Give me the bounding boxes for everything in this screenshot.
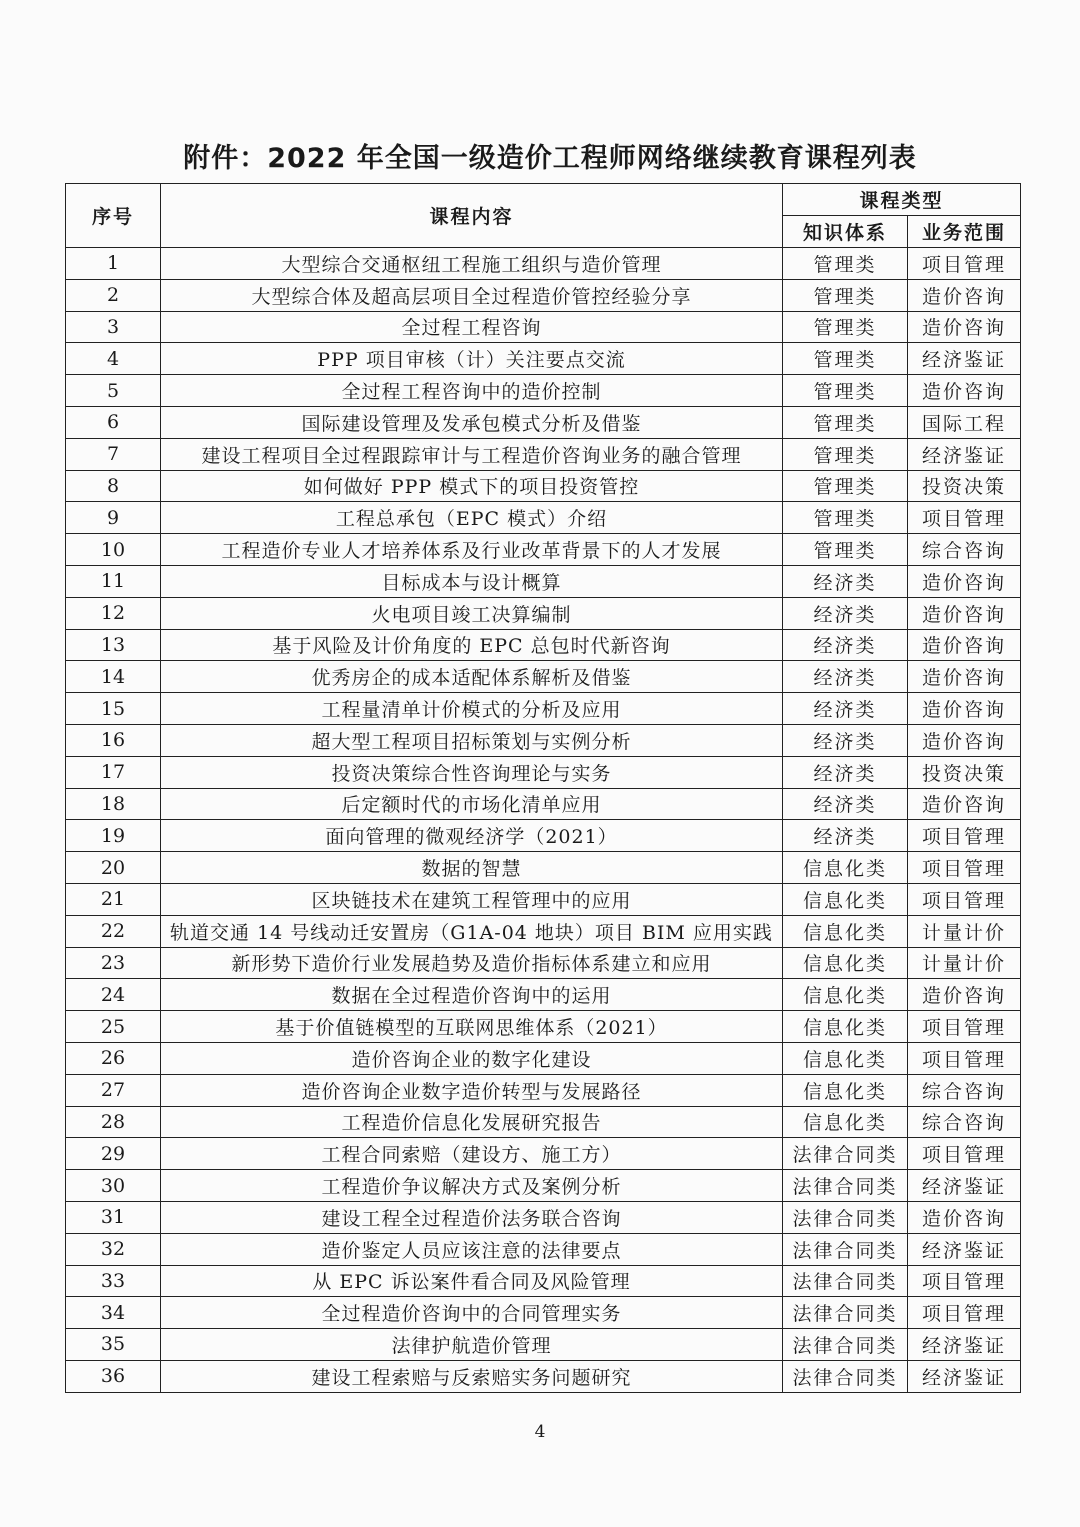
table-row — [66, 1329, 1021, 1361]
cell-scope: 项目管理 — [908, 1265, 1021, 1297]
header-course-type: 课程类型 — [783, 184, 1021, 216]
cell-scope: 造价咨询 — [908, 661, 1021, 693]
cell-system: 管理类 — [783, 248, 908, 280]
cell-content: 工程造价专业人才培养体系及行业改革背景下的人才发展 — [161, 534, 783, 566]
cell-number: 10 — [66, 534, 161, 566]
cell-number: 27 — [66, 1074, 161, 1106]
cell-system: 信息化类 — [783, 1042, 908, 1074]
cell-content: 优秀房企的成本适配体系解析及借鉴 — [161, 661, 783, 693]
cell-scope: 国际工程 — [908, 406, 1021, 438]
table-row — [66, 1074, 1021, 1106]
cell-system: 信息化类 — [783, 852, 908, 884]
cell-system: 管理类 — [783, 279, 908, 311]
table-row — [66, 629, 1021, 661]
cell-number: 24 — [66, 979, 161, 1011]
cell-scope: 项目管理 — [908, 820, 1021, 852]
course-rows — [66, 248, 1021, 1393]
cell-scope: 综合咨询 — [908, 534, 1021, 566]
cell-content: 建设工程全过程造价法务联合咨询 — [161, 1201, 783, 1233]
cell-content: 基于风险及计价角度的 EPC 总包时代新咨询 — [161, 629, 783, 661]
cell-system: 法律合同类 — [783, 1233, 908, 1265]
table-row — [66, 248, 1021, 280]
cell-system: 管理类 — [783, 438, 908, 470]
table-row — [66, 311, 1021, 343]
cell-content: 基于价值链模型的互联网思维体系（2021） — [161, 1011, 783, 1043]
header-number: 序号 — [66, 184, 161, 248]
cell-content: 法律护航造价管理 — [161, 1329, 783, 1361]
cell-content: 区块链技术在建筑工程管理中的应用 — [161, 883, 783, 915]
cell-content: 大型综合体及超高层项目全过程造价管控经验分享 — [161, 279, 783, 311]
cell-number: 11 — [66, 565, 161, 597]
cell-scope: 造价咨询 — [908, 565, 1021, 597]
cell-number: 34 — [66, 1297, 161, 1329]
cell-content: 工程总承包（EPC 模式）介绍 — [161, 502, 783, 534]
header-business-scope: 业务范围 — [908, 216, 1021, 248]
cell-content: 面向管理的微观经济学（2021） — [161, 820, 783, 852]
cell-system: 管理类 — [783, 470, 908, 502]
table-row — [66, 375, 1021, 407]
cell-system: 管理类 — [783, 343, 908, 375]
cell-number: 26 — [66, 1042, 161, 1074]
cell-content: 造价咨询企业的数字化建设 — [161, 1042, 783, 1074]
cell-content: 超大型工程项目招标策划与实例分析 — [161, 724, 783, 756]
cell-number: 30 — [66, 1170, 161, 1202]
cell-content: 全过程造价咨询中的合同管理实务 — [161, 1297, 783, 1329]
table-row — [66, 1170, 1021, 1202]
table-row — [66, 1138, 1021, 1170]
cell-content: 全过程工程咨询 — [161, 311, 783, 343]
cell-scope: 造价咨询 — [908, 979, 1021, 1011]
cell-system: 信息化类 — [783, 1106, 908, 1138]
cell-number: 8 — [66, 470, 161, 502]
table-row — [66, 279, 1021, 311]
cell-scope: 项目管理 — [908, 502, 1021, 534]
table-row — [66, 724, 1021, 756]
table-row — [66, 1011, 1021, 1043]
cell-system: 经济类 — [783, 565, 908, 597]
cell-number: 16 — [66, 724, 161, 756]
cell-content: 国际建设管理及发承包模式分析及借鉴 — [161, 406, 783, 438]
cell-content: 目标成本与设计概算 — [161, 565, 783, 597]
table-row — [66, 1201, 1021, 1233]
cell-scope: 经济鉴证 — [908, 1170, 1021, 1202]
cell-scope: 项目管理 — [908, 1042, 1021, 1074]
cell-number: 7 — [66, 438, 161, 470]
cell-system: 管理类 — [783, 534, 908, 566]
cell-number: 5 — [66, 375, 161, 407]
cell-content: 投资决策综合性咨询理论与实务 — [161, 756, 783, 788]
cell-system: 管理类 — [783, 311, 908, 343]
header-content: 课程内容 — [161, 184, 783, 248]
cell-scope: 造价咨询 — [908, 1201, 1021, 1233]
cell-scope: 造价咨询 — [908, 693, 1021, 725]
table-row — [66, 565, 1021, 597]
cell-scope: 造价咨询 — [908, 629, 1021, 661]
cell-scope: 项目管理 — [908, 1297, 1021, 1329]
table-row — [66, 883, 1021, 915]
table-row — [66, 406, 1021, 438]
cell-system: 经济类 — [783, 724, 908, 756]
cell-number: 17 — [66, 756, 161, 788]
cell-scope: 投资决策 — [908, 470, 1021, 502]
cell-content: 造价鉴定人员应该注意的法律要点 — [161, 1233, 783, 1265]
table-row — [66, 438, 1021, 470]
cell-system: 信息化类 — [783, 915, 908, 947]
cell-number: 1 — [66, 248, 161, 280]
table-row — [66, 343, 1021, 375]
cell-scope: 造价咨询 — [908, 597, 1021, 629]
cell-scope: 计量计价 — [908, 915, 1021, 947]
cell-system: 法律合同类 — [783, 1265, 908, 1297]
cell-system: 信息化类 — [783, 979, 908, 1011]
cell-number: 20 — [66, 852, 161, 884]
cell-system: 经济类 — [783, 597, 908, 629]
cell-scope: 计量计价 — [908, 947, 1021, 979]
table-row — [66, 756, 1021, 788]
course-table — [65, 183, 1021, 1393]
cell-content: 如何做好 PPP 模式下的项目投资管控 — [161, 470, 783, 502]
cell-content: 数据的智慧 — [161, 852, 783, 884]
cell-content: 建设工程项目全过程跟踪审计与工程造价咨询业务的融合管理 — [161, 438, 783, 470]
table-row — [66, 534, 1021, 566]
cell-content: 后定额时代的市场化清单应用 — [161, 788, 783, 820]
table-row — [66, 470, 1021, 502]
cell-scope: 经济鉴证 — [908, 343, 1021, 375]
cell-scope: 经济鉴证 — [908, 1360, 1021, 1392]
cell-system: 管理类 — [783, 406, 908, 438]
cell-number: 33 — [66, 1265, 161, 1297]
cell-content: 工程合同索赔（建设方、施工方） — [161, 1138, 783, 1170]
table-row — [66, 820, 1021, 852]
cell-system: 管理类 — [783, 502, 908, 534]
page-number: 4 — [534, 1422, 546, 1442]
cell-content: 新形势下造价行业发展趋势及造价指标体系建立和应用 — [161, 947, 783, 979]
cell-content: 全过程工程咨询中的造价控制 — [161, 375, 783, 407]
cell-scope: 造价咨询 — [908, 788, 1021, 820]
cell-scope: 造价咨询 — [908, 279, 1021, 311]
table-row — [66, 979, 1021, 1011]
cell-content: 工程造价争议解决方式及案例分析 — [161, 1170, 783, 1202]
table-row — [66, 915, 1021, 947]
cell-number: 35 — [66, 1329, 161, 1361]
cell-number: 28 — [66, 1106, 161, 1138]
cell-number: 29 — [66, 1138, 161, 1170]
cell-system: 经济类 — [783, 629, 908, 661]
table-row — [66, 1265, 1021, 1297]
table-row — [66, 947, 1021, 979]
header-knowledge-system: 知识体系 — [783, 216, 908, 248]
cell-number: 18 — [66, 788, 161, 820]
cell-number: 32 — [66, 1233, 161, 1265]
cell-number: 14 — [66, 661, 161, 693]
cell-system: 法律合同类 — [783, 1297, 908, 1329]
cell-system: 法律合同类 — [783, 1201, 908, 1233]
cell-scope: 经济鉴证 — [908, 438, 1021, 470]
table-row — [66, 1233, 1021, 1265]
cell-system: 经济类 — [783, 756, 908, 788]
cell-content: 工程量清单计价模式的分析及应用 — [161, 693, 783, 725]
cell-system: 经济类 — [783, 788, 908, 820]
cell-number: 15 — [66, 693, 161, 725]
cell-system: 信息化类 — [783, 1011, 908, 1043]
cell-system: 法律合同类 — [783, 1360, 908, 1392]
cell-content: 建设工程索赔与反索赔实务问题研究 — [161, 1360, 783, 1392]
table-row — [66, 661, 1021, 693]
page-title: 附件：2022 年全国一级造价工程师网络继续教育课程列表 — [183, 143, 917, 174]
table-row — [66, 1360, 1021, 1392]
table-row — [66, 597, 1021, 629]
cell-content: 从 EPC 诉讼案件看合同及风险管理 — [161, 1265, 783, 1297]
cell-scope: 综合咨询 — [908, 1074, 1021, 1106]
cell-number: 4 — [66, 343, 161, 375]
cell-system: 经济类 — [783, 661, 908, 693]
cell-number: 2 — [66, 279, 161, 311]
cell-scope: 综合咨询 — [908, 1106, 1021, 1138]
cell-number: 13 — [66, 629, 161, 661]
cell-scope: 项目管理 — [908, 248, 1021, 280]
cell-number: 9 — [66, 502, 161, 534]
cell-number: 19 — [66, 820, 161, 852]
cell-system: 信息化类 — [783, 883, 908, 915]
cell-scope: 项目管理 — [908, 1138, 1021, 1170]
cell-number: 6 — [66, 406, 161, 438]
cell-content: 轨道交通 14 号线动迁安置房（G1A-04 地块）项目 BIM 应用实践 — [161, 915, 783, 947]
cell-scope: 造价咨询 — [908, 724, 1021, 756]
cell-number: 22 — [66, 915, 161, 947]
cell-number: 36 — [66, 1360, 161, 1392]
cell-number: 25 — [66, 1011, 161, 1043]
table-row — [66, 1106, 1021, 1138]
cell-system: 管理类 — [783, 375, 908, 407]
cell-scope: 造价咨询 — [908, 375, 1021, 407]
cell-content: 工程造价信息化发展研究报告 — [161, 1106, 783, 1138]
cell-content: 数据在全过程造价咨询中的运用 — [161, 979, 783, 1011]
cell-system: 法律合同类 — [783, 1170, 908, 1202]
cell-scope: 造价咨询 — [908, 311, 1021, 343]
cell-number: 3 — [66, 311, 161, 343]
cell-scope: 项目管理 — [908, 1011, 1021, 1043]
cell-scope: 项目管理 — [908, 852, 1021, 884]
cell-system: 经济类 — [783, 693, 908, 725]
cell-scope: 经济鉴证 — [908, 1233, 1021, 1265]
cell-number: 23 — [66, 947, 161, 979]
cell-content: 造价咨询企业数字造价转型与发展路径 — [161, 1074, 783, 1106]
cell-scope: 经济鉴证 — [908, 1329, 1021, 1361]
cell-system: 经济类 — [783, 820, 908, 852]
table-row — [66, 1042, 1021, 1074]
cell-number: 31 — [66, 1201, 161, 1233]
cell-number: 21 — [66, 883, 161, 915]
cell-scope: 项目管理 — [908, 883, 1021, 915]
table-row — [66, 852, 1021, 884]
table-row — [66, 788, 1021, 820]
cell-system: 法律合同类 — [783, 1329, 908, 1361]
cell-system: 信息化类 — [783, 1074, 908, 1106]
cell-number: 12 — [66, 597, 161, 629]
cell-content: 火电项目竣工决算编制 — [161, 597, 783, 629]
cell-system: 法律合同类 — [783, 1138, 908, 1170]
table-row — [66, 693, 1021, 725]
cell-content: PPP 项目审核（计）关注要点交流 — [161, 343, 783, 375]
cell-content: 大型综合交通枢纽工程施工组织与造价管理 — [161, 248, 783, 280]
cell-system: 信息化类 — [783, 947, 908, 979]
table-row — [66, 1297, 1021, 1329]
cell-scope: 投资决策 — [908, 756, 1021, 788]
table-row — [66, 502, 1021, 534]
